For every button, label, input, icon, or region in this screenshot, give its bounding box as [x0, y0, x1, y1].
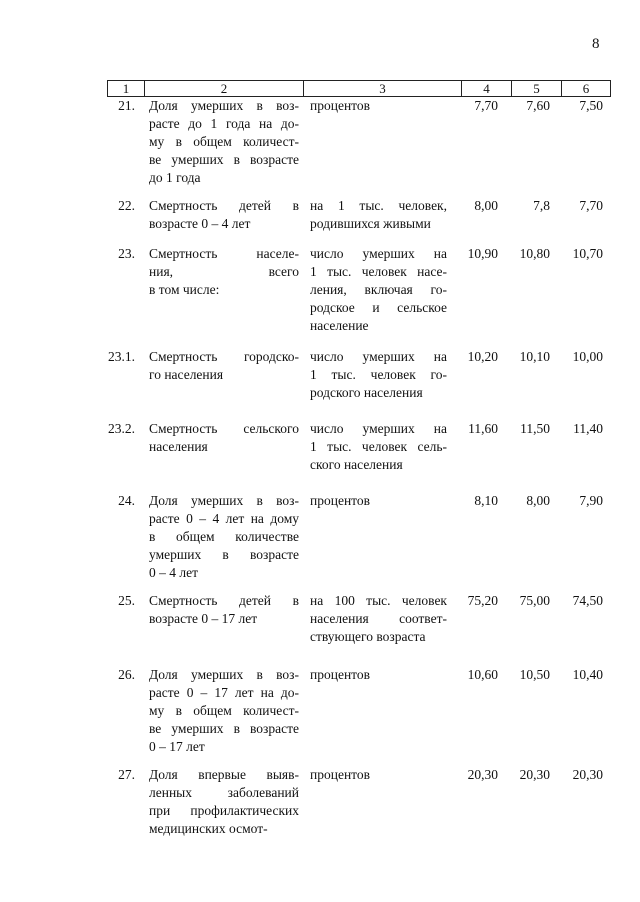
indicator-name-line: Доля умерших в воз-	[149, 493, 299, 508]
value-col-5: 11,50	[520, 421, 550, 436]
indicator-name-line: Доля впервые выяв-	[149, 767, 299, 782]
row-number: 23.2.	[108, 421, 135, 436]
unit-line: число умерших на	[310, 349, 447, 364]
indicator-name-line: населения	[149, 439, 208, 454]
value-col-5: 8,00	[526, 493, 550, 508]
value-col-6: 11,40	[573, 421, 603, 436]
value-col-5: 10,50	[519, 667, 550, 682]
indicator-name-line: умерших в возрасте	[149, 547, 299, 562]
indicator-name-line: возрасте 0 – 4 лет	[149, 216, 251, 231]
unit-of-measure	[310, 245, 447, 335]
value-col-6: 7,70	[579, 198, 603, 213]
value-col-6: 10,00	[572, 349, 603, 364]
row-number: 25.	[118, 593, 135, 608]
unit-line: родского населения	[310, 385, 423, 400]
indicator-name-line: му в общем количест-	[149, 703, 299, 718]
indicator-name	[149, 666, 299, 756]
indicator-name-line: ленных заболеваний	[149, 785, 299, 800]
unit-of-measure	[310, 666, 447, 684]
indicator-name-line: Смертность населе-	[149, 246, 299, 261]
indicator-name	[149, 197, 299, 233]
unit-line: родившихся живыми	[310, 216, 431, 231]
column-header-2: 2	[145, 81, 304, 97]
indicator-name-line: возрасте 0 – 17 лет	[149, 611, 258, 626]
column-header-1: 1	[108, 81, 145, 97]
indicator-name	[149, 348, 299, 384]
indicator-name-line: Доля умерших в воз-	[149, 98, 299, 113]
column-header-6: 6	[562, 81, 611, 97]
unit-line: ского населения	[310, 457, 403, 472]
indicator-name-line: расте 0 – 4 лет на дому	[149, 511, 299, 526]
unit-of-measure	[310, 592, 447, 646]
value-col-4: 8,00	[474, 198, 498, 213]
value-col-4: 10,60	[467, 667, 498, 682]
unit-line: 1 тыс. человек го-	[310, 367, 447, 382]
unit-line: родское и сельское	[310, 300, 447, 315]
indicator-name-line: Смертность городско-	[149, 349, 299, 364]
value-col-5: 10,10	[519, 349, 550, 364]
indicator-name	[149, 97, 299, 187]
unit-line: на 100 тыс. человек	[310, 593, 447, 608]
unit-line: населения соответ-	[310, 611, 447, 626]
indicator-name-line: Доля умерших в воз-	[149, 667, 299, 682]
page-number: 8	[592, 36, 600, 52]
value-col-5: 7,60	[526, 98, 550, 113]
unit-line: 1 тыс. человек сель-	[310, 439, 447, 454]
unit-line: процентов	[310, 767, 371, 782]
indicator-name	[149, 492, 299, 582]
indicator-name-line: до 1 года	[149, 170, 201, 185]
value-col-4: 10,90	[467, 246, 498, 261]
value-col-6: 20,30	[572, 767, 603, 782]
row-number: 23.	[118, 246, 135, 261]
indicator-name-line: Смертность детей в	[149, 198, 299, 213]
indicator-name-line: му в общем количест-	[149, 134, 299, 149]
unit-line: 1 тыс. человек насе-	[310, 264, 447, 279]
column-header-3: 3	[304, 81, 462, 97]
column-header-4: 4	[462, 81, 512, 97]
value-col-6: 10,40	[572, 667, 603, 682]
indicator-name-line: Смертность детей в	[149, 593, 299, 608]
indicator-name-line: расте до 1 года на до-	[149, 116, 299, 131]
unit-line: число умерших на	[310, 246, 447, 261]
value-col-4: 20,30	[467, 767, 498, 782]
row-number: 24.	[118, 493, 135, 508]
indicator-name	[149, 245, 299, 299]
row-number: 22.	[118, 198, 135, 213]
unit-line: процентов	[310, 98, 371, 113]
indicator-name-line: в том числе:	[149, 282, 220, 297]
indicator-name-line: медицинских осмот-	[149, 821, 268, 836]
indicator-name-line: 0 – 17 лет	[149, 739, 205, 754]
indicator-name-line: го населения	[149, 367, 224, 382]
indicator-name	[149, 592, 299, 628]
value-col-4: 10,20	[467, 349, 498, 364]
indicator-name	[149, 766, 299, 838]
row-number: 21.	[118, 98, 135, 113]
table-header	[107, 80, 611, 97]
indicator-name-line: расте 0 – 17 лет на до-	[149, 685, 299, 700]
indicator-name-line: ве умерших в возрасте	[149, 152, 299, 167]
unit-line: население	[310, 318, 369, 333]
indicator-name-line: 0 – 4 лет	[149, 565, 199, 580]
unit-of-measure	[310, 97, 447, 115]
value-col-6: 74,50	[572, 593, 603, 608]
unit-of-measure	[310, 197, 447, 233]
value-col-4: 11,60	[468, 421, 498, 436]
unit-of-measure	[310, 766, 447, 784]
value-col-6: 7,50	[579, 98, 603, 113]
indicator-name-line: ния, всего	[149, 264, 299, 279]
indicator-name	[149, 420, 299, 456]
indicator-name-line: при профилактических	[149, 803, 299, 818]
value-col-4: 8,10	[474, 493, 498, 508]
unit-line: ления, включая го-	[310, 282, 447, 297]
value-col-4: 75,20	[467, 593, 498, 608]
unit-line: процентов	[310, 493, 371, 508]
row-number: 23.1.	[108, 349, 135, 364]
unit-line: ствующего возраста	[310, 629, 426, 644]
row-number: 27.	[118, 767, 135, 782]
indicator-name-line: ве умерших в возрасте	[149, 721, 299, 736]
indicator-name-line: Смертность сельского	[149, 421, 299, 436]
unit-of-measure	[310, 420, 447, 474]
unit-of-measure	[310, 348, 447, 402]
value-col-4: 7,70	[474, 98, 498, 113]
unit-line: процентов	[310, 667, 371, 682]
unit-of-measure	[310, 492, 447, 510]
value-col-5: 10,80	[519, 246, 550, 261]
value-col-6: 10,70	[572, 246, 603, 261]
row-number: 26.	[118, 667, 135, 682]
column-header-5: 5	[512, 81, 562, 97]
value-col-5: 20,30	[519, 767, 550, 782]
value-col-5: 75,00	[519, 593, 550, 608]
unit-line: на 1 тыс. человек,	[310, 198, 447, 213]
unit-line: число умерших на	[310, 421, 447, 436]
value-col-6: 7,90	[579, 493, 603, 508]
value-col-5: 7,8	[533, 198, 550, 213]
indicator-name-line: в общем количестве	[149, 529, 299, 544]
